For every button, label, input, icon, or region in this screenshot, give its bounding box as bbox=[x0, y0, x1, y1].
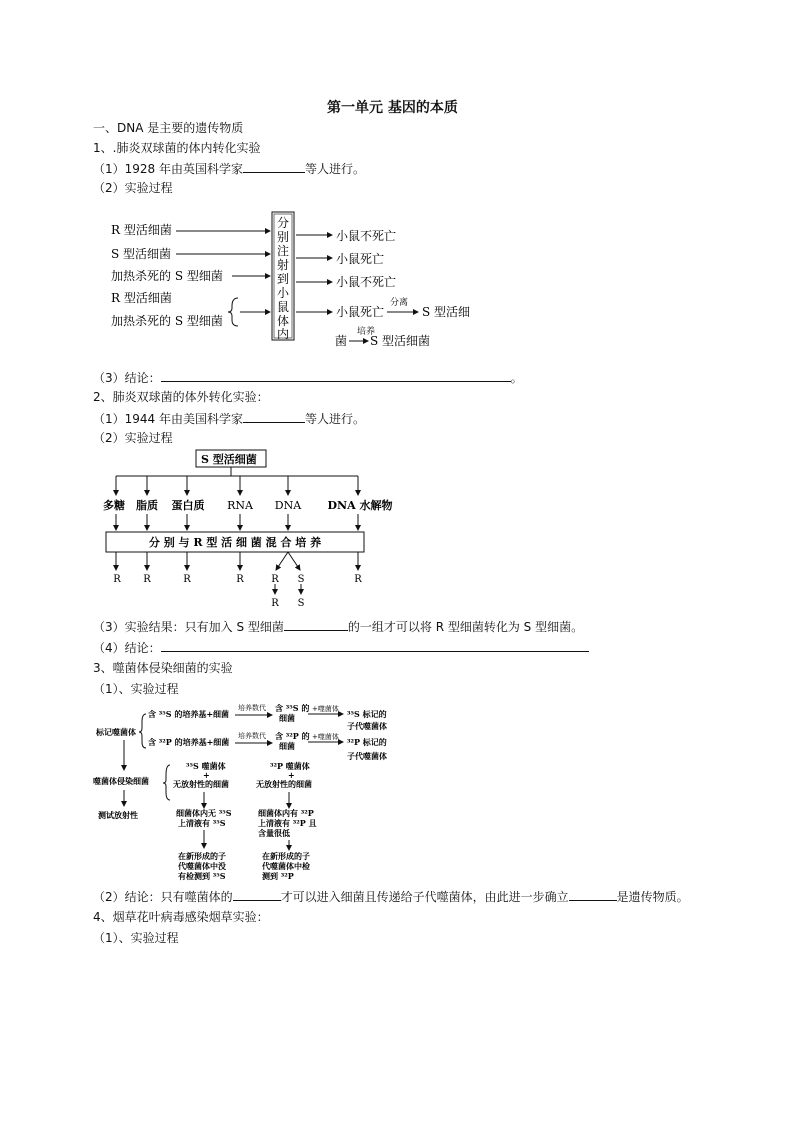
q2-line3-pre: （3）实验结果：只有加入 S 型细菌 bbox=[93, 620, 284, 634]
d1-result-tail-1: S 型活细 bbox=[422, 305, 471, 319]
svg-text:注: 注 bbox=[276, 244, 290, 258]
d3-p-labeled-0: ³²P 标记的 bbox=[347, 737, 387, 747]
svg-text:射: 射 bbox=[276, 258, 290, 272]
q3-heading: 3、噬菌体侵染细菌的实验 bbox=[93, 661, 233, 675]
q2-line4-pre: （4）结论： bbox=[93, 641, 161, 655]
d3-s-labeled-1: 子代噬菌体 bbox=[347, 721, 387, 731]
d3-s-phage: ³⁵S 噬菌体 bbox=[186, 761, 226, 771]
q4-heading: 4、烟草花叶病毒感染烟草实验： bbox=[93, 910, 269, 924]
d2-comp-1: 脂质 bbox=[136, 499, 158, 512]
d2-comp-0: 多糖 bbox=[103, 499, 125, 512]
d2-res-6: R bbox=[354, 574, 362, 585]
d2-res-0: R bbox=[113, 574, 121, 585]
d1-left-2: 加热杀死的 S 型细菌 bbox=[111, 269, 223, 283]
d3-plus-1: + bbox=[203, 770, 210, 780]
d3-infect: 噬菌体侵染细菌 bbox=[93, 776, 149, 786]
d3-s-labeled-0: ³⁵S 标记的 bbox=[347, 709, 387, 719]
d3-s-medium: 含 ³⁵S 的培养基+细菌 bbox=[148, 709, 230, 719]
d3-s-contains-1: 细菌 bbox=[279, 713, 295, 723]
d3-culture-1: 培养数代 bbox=[238, 704, 266, 712]
q1-line1-post: 等人进行。 bbox=[305, 162, 366, 176]
d2-comp-5: DNA 水解物 bbox=[327, 499, 393, 512]
d1-tail-start: 菌 bbox=[335, 334, 348, 348]
q3-genetic-material-blank[interactable] bbox=[569, 889, 617, 901]
q2-line1-post: 等人进行。 bbox=[305, 412, 366, 426]
d3-p-medium: 含 ³²P 的培养基+细菌 bbox=[148, 737, 230, 747]
svg-text:到: 到 bbox=[276, 272, 290, 286]
d3-p-labeled-1: 子代噬菌体 bbox=[347, 751, 387, 761]
d3-plus-2: + bbox=[288, 770, 295, 780]
d1-result-3: 小鼠死亡 bbox=[336, 305, 385, 319]
d2-res-7: R bbox=[271, 598, 279, 609]
q3-line1: （1）、实验过程 bbox=[93, 682, 179, 696]
q1-line3-pre: （3）结论： bbox=[93, 371, 161, 385]
d1-result-tail-2: S 型活细菌 bbox=[370, 334, 431, 348]
d3-p-result-1: 上清液有 ³²P 且 bbox=[258, 818, 317, 828]
svg-text:别: 别 bbox=[276, 230, 290, 244]
q2-line2: （2）实验过程 bbox=[93, 431, 173, 445]
q3-line2-mid: 才可以进入细菌且传递给子代噬菌体，由此进一步确立 bbox=[280, 890, 569, 904]
d3-s-final-1: 代噬菌体中没 bbox=[178, 861, 226, 871]
d3-s-result-1: 上清液有 ³⁵S bbox=[178, 818, 226, 828]
svg-text:小: 小 bbox=[276, 286, 290, 300]
d3-p-result-0: 细菌体内有 ³²P bbox=[258, 808, 314, 818]
d1-arrow-label-1: 分离 bbox=[390, 298, 409, 308]
q2-heading: 2、肺炎双球菌的体外转化实验： bbox=[93, 390, 269, 404]
d3-p-final-0: 在新形成的子 bbox=[262, 851, 310, 861]
d3-p-phage: ³²P 噬菌体 bbox=[270, 761, 310, 771]
q3-line2-pre: （2）结论：只有噬菌体的 bbox=[93, 890, 233, 904]
d3-p-contains-1: 细菌 bbox=[279, 741, 295, 751]
d3-test: 测试放射性 bbox=[98, 810, 138, 820]
q3-phage-part-blank[interactable] bbox=[233, 889, 281, 901]
d3-s-contains-0: 含 ³⁵S 的 bbox=[275, 703, 310, 713]
d3-plus-phage-2: +噬菌体 bbox=[312, 733, 339, 741]
d1-left-0: R 型活细菌 bbox=[111, 223, 172, 237]
d2-res-1: R bbox=[143, 574, 151, 585]
d2-comp-2: 蛋白质 bbox=[171, 499, 205, 512]
d1-left-3: R 型活细菌 bbox=[111, 291, 172, 305]
d2-res-4: R bbox=[271, 574, 279, 585]
d3-plus-phage-1: +噬菌体 bbox=[312, 705, 339, 713]
q2-line3-post: 的一组才可以将 R 型细菌转化为 S 型细菌。 bbox=[347, 620, 584, 634]
d3-s-final-2: 有检测到 ³⁵S bbox=[178, 871, 226, 881]
d1-left-1: S 型活细菌 bbox=[111, 247, 172, 261]
d1-result-0: 小鼠不死亡 bbox=[336, 229, 397, 243]
d2-res-8: S bbox=[297, 598, 305, 609]
q1-line2: （2）实验过程 bbox=[93, 181, 173, 195]
d2-comp-4: DNA bbox=[274, 499, 302, 512]
d1-result-1: 小鼠死亡 bbox=[336, 252, 385, 266]
section-heading: 一、DNA 是主要的遗传物质 bbox=[93, 121, 244, 135]
q3-line2-post: 是遗传物质。 bbox=[616, 890, 689, 904]
q1-heading: 1、.肺炎双球菌的体内转化实验 bbox=[93, 141, 261, 155]
svg-text:内: 内 bbox=[276, 327, 290, 341]
svg-text:体: 体 bbox=[276, 314, 290, 328]
q1-line1-pre: （1）1928 年由英国科学家 bbox=[93, 162, 243, 176]
d2-res-3: R bbox=[236, 574, 244, 585]
d3-s-result-0: 细菌体内无 ³⁵S bbox=[176, 808, 232, 818]
d2-mix-text: 分 别 与 R 型 活 细 菌 混 合 培 养 bbox=[148, 536, 322, 549]
q4-line1: （1）、实验过程 bbox=[93, 931, 179, 945]
q2-line1-pre: （1）1944 年由美国科学家 bbox=[93, 412, 243, 426]
d3-label-mark: 标记噬菌体 bbox=[96, 727, 136, 737]
d3-p-final-2: 测到 ³²P bbox=[262, 871, 294, 881]
d3-s-final-0: 在新形成的子 bbox=[178, 851, 226, 861]
d1-left-4: 加热杀死的 S 型细菌 bbox=[111, 314, 223, 328]
page-title: 第一单元 基因的本质 bbox=[327, 100, 458, 116]
d3-p-contains-0: 含 ³²P 的 bbox=[275, 731, 310, 741]
q3-line2 bbox=[93, 889, 689, 904]
d2-top: S 型活细菌 bbox=[201, 453, 257, 466]
svg-text:鼠: 鼠 bbox=[276, 300, 290, 314]
d1-arrow-label-2: 培养 bbox=[357, 327, 376, 337]
d2-comp-3: RNA bbox=[227, 499, 253, 512]
d3-p-final-1: 代噬菌体中检 bbox=[262, 861, 310, 871]
svg-text:分: 分 bbox=[276, 216, 290, 230]
d3-culture-2: 培养数代 bbox=[238, 732, 266, 740]
d1-result-2: 小鼠不死亡 bbox=[336, 275, 397, 289]
d2-res-2: R bbox=[183, 574, 191, 585]
d3-nonradio-2: 无放射性的细菌 bbox=[256, 779, 312, 789]
d2-res-5: S bbox=[297, 574, 305, 585]
d3-p-result-2: 含量很低 bbox=[258, 828, 290, 838]
q1-line3-post: 。 bbox=[510, 371, 523, 385]
d3-nonradio-1: 无放射性的细菌 bbox=[173, 779, 229, 789]
